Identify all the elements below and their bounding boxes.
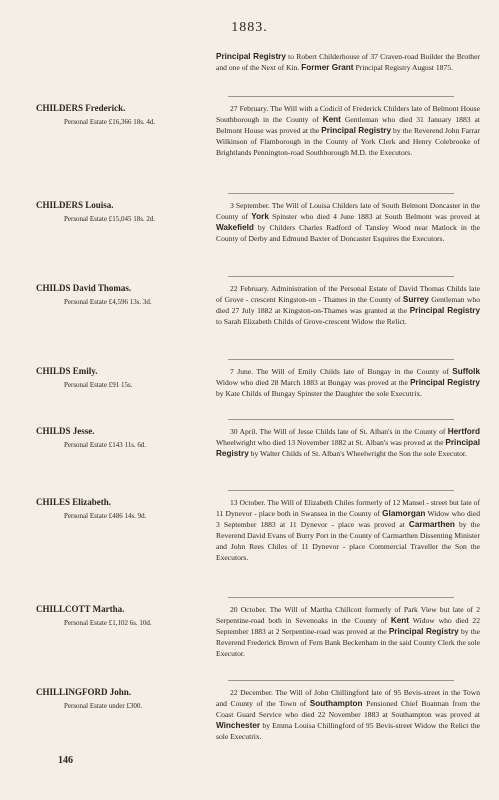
entry-name: CHILDERS Frederick. bbox=[36, 103, 126, 113]
entry-date: 30 April. bbox=[230, 427, 258, 436]
entry-name: CHILES Elizabeth. bbox=[36, 497, 112, 507]
personal-estate: Personal Estate £486 14s. 9d. bbox=[64, 512, 147, 520]
entry-date: 27 February. bbox=[230, 104, 269, 113]
registry-bold: Principal Registry bbox=[409, 306, 481, 316]
registry-bold: Wakefield bbox=[216, 223, 254, 233]
registry-bold: Principal Registry bbox=[216, 438, 480, 459]
divider-rule bbox=[228, 680, 454, 681]
entry-body: 20 October. The Will of Martha Chillcott formerly of Park View but late of 2 Serpentine-road both in Sevenoaks in the County of Kent Widow who died 22 September 1883 at 2 Serpentine-road was proved at the Principal Registry by the Reverend Frederick Brown of Fern Bank Beckenham in the said County Clerk the sole Executor. bbox=[216, 605, 480, 659]
registry-bold: Principal Registry bbox=[410, 378, 480, 388]
registry-bold: Winchester bbox=[216, 721, 261, 731]
continuation-text bbox=[216, 51, 480, 73]
entry-body: 22 December. The Will of John Chillingford late of 95 Bevis-street in the Town and County of the Town of Southampton Pensioned Chief Boatman from the Coast Guard Service who died 22 November 1883 at Southampton was proved at Winchester by Emma Louisa Chillingford of 95 Bevis-street Widow the Relict the sole Executrix. bbox=[216, 688, 481, 742]
entry-date: 13 October. bbox=[230, 498, 266, 507]
divider-rule bbox=[228, 359, 454, 360]
personal-estate: Personal Estate £91 15s. bbox=[64, 381, 133, 389]
personal-estate: Personal Estate under £300. bbox=[64, 702, 143, 710]
continuation-part-2: Principal Registry August 1875. bbox=[355, 63, 453, 73]
personal-estate: Personal Estate £143 11s. 6d. bbox=[64, 441, 147, 449]
former-grant-label: Former Grant bbox=[301, 63, 354, 73]
place-bold: Glamorgan bbox=[382, 509, 426, 519]
entry-date: 20 October. bbox=[230, 605, 267, 614]
entry-body: 27 February. The Will with a Codicil of Frederick Childers late of Belmont House Southborough in the County of Kent Gentleman who died 31 January 1883 at Belmont House was proved at the Principal Registry by the Reverend John Farrar Wilkinson of Flamborough in the County of York Clerk and Henry Colebrooke of Brightlands Pennington-road Southborough M.D. the Executors. bbox=[216, 104, 481, 158]
entry-date: 3 September. bbox=[230, 201, 270, 210]
registry-bold: Principal Registry bbox=[216, 52, 286, 61]
page-number: 146 bbox=[58, 755, 73, 766]
entry-name: CHILDS David Thomas. bbox=[36, 283, 132, 293]
continuation-part-1: to Robert Childerhouse of 37 Craven-road Builder the Brother and one of the Next of Kin. bbox=[216, 52, 480, 73]
place-bold: Surrey bbox=[402, 295, 429, 305]
personal-estate: Personal Estate £15,045 18s. 2d. bbox=[64, 215, 156, 223]
place-bold: York bbox=[251, 212, 269, 222]
entry-body: 22 February. Administration of the Personal Estate of David Thomas Childs late of Grove - crescent Kingston-on - Thames in the County of Surrey Gentleman who died 27 July 1882 at Kingston-on-Thames was granted at the Principal Registry to Sarah Elizabeth Childs of Grove-crescent Widow the Relict. bbox=[216, 284, 481, 327]
entry-body: 30 April. The Will of Jesse Childs late of St. Alban's in the County of Hertford Wheelwright who died 13 November 1882 at St. Alban's was proved at the Principal Registry by Walter Childs of St. Alban's Wheelwright the Son the sole Executor. bbox=[216, 427, 480, 459]
entry-body: 3 September. The Will of Louisa Childers late of South Belmont Doncaster in the County of York Spinster who died 4 June 1883 at South Belmont was proved at Wakefield by Childers Charles Radford of Tansley Wood near Matlock in the County of Derby and Edmund Baxter of Doncaster Esquires the Executors. bbox=[216, 201, 481, 244]
page-year-heading: 1883. bbox=[231, 20, 268, 35]
registry-bold: Principal Registry bbox=[321, 126, 392, 136]
divider-rule bbox=[228, 419, 454, 420]
entry-name: CHILDS Emily. bbox=[36, 366, 98, 376]
place-bold: Kent bbox=[390, 616, 410, 626]
place-bold: Hertford bbox=[447, 427, 480, 436]
entry-name: CHILDS Jesse. bbox=[36, 426, 95, 436]
divider-rule bbox=[228, 96, 454, 97]
personal-estate: Personal Estate £1,102 6s. 10d. bbox=[64, 619, 152, 627]
registry-bold: Carmarthen bbox=[408, 520, 455, 530]
place-bold: Kent bbox=[322, 115, 341, 125]
divider-rule bbox=[228, 597, 454, 598]
divider-rule bbox=[228, 193, 454, 194]
registry-bold: Principal Registry bbox=[388, 627, 459, 637]
personal-estate: Personal Estate £16,366 18s. 4d. bbox=[64, 118, 156, 126]
divider-rule bbox=[228, 276, 454, 277]
entry-body: 13 October. The Will of Elizabeth Chiles formerly of 12 Mansel - street but late of 11 Dynevor - place both in Swansea in the County of Glamorgan Widow who died 3 September 1883 at 11 Dynevor - place was proved at Carmarthen by the Reverend David Evans of Burry Port in the County of Carmarthen Dissenting Minister and John Rees Chiles of 11 Dynevor - place Commercial Traveller the Son the Executors. bbox=[216, 498, 480, 563]
entry-name: CHILDERS Louisa. bbox=[36, 200, 114, 210]
place-bold: Suffolk bbox=[452, 367, 481, 376]
entry-date: 22 December. bbox=[230, 688, 273, 697]
entry-date: 7 June. bbox=[230, 367, 254, 376]
entry-name: CHILLCOTT Martha. bbox=[36, 604, 125, 614]
entry-name: CHILLINGFORD John. bbox=[36, 687, 132, 697]
entry-date: 22 February. bbox=[230, 284, 269, 293]
divider-rule bbox=[228, 490, 454, 491]
place-bold: Southampton bbox=[309, 699, 363, 709]
entry-body: 7 June. The Will of Emily Childs late of Bungay in the County of Suffolk Widow who died 28 March 1883 at Bungay was proved at the Principal Registry by Kate Childs of Bungay Spinster the Daughter the sole Executrix. bbox=[216, 367, 481, 399]
personal-estate: Personal Estate £4,596 13s. 3d. bbox=[64, 298, 152, 306]
